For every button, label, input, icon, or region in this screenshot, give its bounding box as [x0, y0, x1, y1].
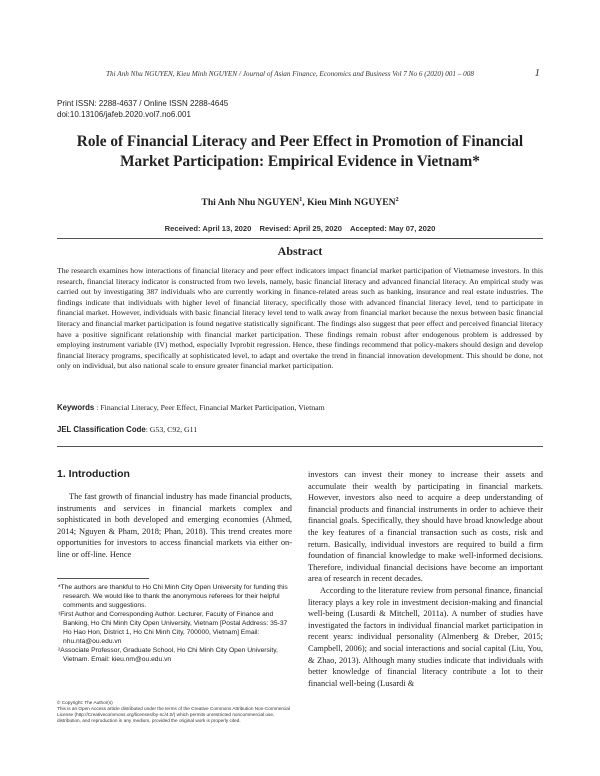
author-2-affiliation: 2 — [395, 197, 399, 203]
footnote-divider — [57, 578, 149, 579]
keywords-line — [57, 403, 543, 412]
footnote-first-author: ¹First Author and Corresponding Author. Lecturer, Faculty of Finance and Banking, Ho Chi Minh City Open University, Vietnam [Postal Address: 35-37 Ho Hao Hon, District 1, Ho Chi Minh City, 700000, Vietnam] Email: nhu.nta@ou.edu.vn — [58, 611, 288, 645]
keywords-text: : Financial Literacy, Peer Effect, Financial Market Participation, Vietnam — [94, 403, 325, 412]
author-line — [60, 197, 540, 208]
jel-text: : G53, C92, G11 — [145, 425, 198, 434]
copyright-line: © Copyright: The Author(s) — [57, 700, 113, 705]
paper-title — [60, 132, 540, 172]
title-line-2: Market Participation: Empirical Evidence in Vietnam* — [120, 153, 480, 170]
bottom-divider — [57, 446, 543, 447]
running-header: Thi Anh Nhu NGUYEN, Kieu Minh NGUYEN / Journal of Asian Finance, Economics and Business Vol 7 No 6 (2020) 001 – 008 — [106, 70, 474, 78]
intro-right-paragraph-1: investors can invest their money to increase their assets and accumulate their wealth by participating in financial markets. However, investors also need to acquire a deep understanding of financial products and financial instruments in order to achieve their financial goals. Specifically, they should have broad knowledge about the key features of a financial transaction such as costs, risk and return. Basically, individual investors are required to build a firm foundation of financial knowledge to make well-informed decisions. Therefore, individual financial decisions have become an important area of research in recent decades. — [308, 470, 543, 584]
title-line-1: Role of Financial Literacy and Peer Effect in Promotion of Financial — [76, 133, 524, 150]
footnote-acknowledgement: *The authors are thankful to Ho Chi Minh City Open University for funding this research. We would like to thank the anonymous referees for their helpful comments and suggestions. — [58, 584, 288, 609]
issn-line: Print ISSN: 2288-4637 / Online ISSN 2288-4645 — [57, 99, 229, 108]
received-date: Received: April 13, 2020 — [164, 224, 252, 233]
section-heading: 1. Introduction — [57, 468, 130, 480]
abstract-body: The research examines how interactions of financial literacy and peer effect indicators impact financial market participation of Vietnamese investors. In this research, financial literacy indicator is constructed from two levels, namely, basic financial literacy and advanced financial literacy. An empirical study was carried out by investigating 387 individuals who are currently working in finance-related areas such as banking, insurance and real estate industries. The findings indicate that individuals with higher level of financial literacy, specifically those with advanced financial literacy level, tend to participate in financial market. However, individuals with basic financial literacy level tend to walk away from financial market because the nexus between basic financial literacy and financial market participation is found negative statistically significant. The findings also suggest that peer effect and perceived financial literacy have a positive significant relationship with financial market participation. These findings remain robust after endogenous problem is addressed by employing instrument variable (IV) method, especially Ivprobit regression. Hence, these findings recommend that policy-makers should design and develop financial literacy programs, specifically at sophisticated level, to adapt and overtake the trend in financial innovation development. This should be done, not only on individual, but also national scale to ensure greater financial market participation. — [57, 266, 543, 371]
submission-dates — [60, 224, 540, 233]
jel-line — [57, 425, 543, 434]
abstract-heading: Abstract — [277, 244, 323, 258]
intro-right-paragraph-2: According to the literature review from personal finance, financial literacy plays a key role in investment decision-making and financial well-being (Lusardi & Mitchell, 2011a). A number of studies have investigated the factors in individual financial market participation in recent years: individual personality (Almenberg & Dreber, 2015; Campbell, 2006); and social interactions and social capital (Liu, You, & Zhao, 2013). Although many studies indicate that individuals with better knowledge of financial literacy contribute a lot to their financial well-being (Lusardi & — [308, 585, 543, 688]
copyright-notice — [57, 700, 292, 724]
doi-line: doi:10.13106/jafeb.2020.vol7.no6.001 — [57, 110, 191, 119]
intro-left-paragraph: The fast growth of financial industry has made financial products, instruments and services in financial markets complex and sophisticated in both developed and emerging economies (Ahmed, 2014; Nguyen & Pham, 2018; Phan, 2018). This trend creates more opportunities for investors to access financial markets via either on-line or off-line. Hence — [57, 492, 292, 559]
footnote-second-author: ²Associate Professor, Graduate School, Ho Chi Minh City Open University, Vietnam. Email: kieu.nm@ou.edu.vn — [58, 647, 278, 663]
intro-right-column — [308, 469, 543, 689]
author-1: Thi Anh Nhu NGUYEN — [201, 197, 300, 209]
author-1-affiliation: 1 — [299, 197, 303, 203]
author-2: Kieu Minh NGUYEN — [307, 197, 396, 209]
footnotes — [57, 583, 292, 664]
license-text: This is an Open Access article distributed under the terms of the Creative Commons Attribution Non-Commercial License (http://Creativecommons.org/licenses/by-nc/4.0/) which permits unrestricted noncommercial use, distribution, and reproduction in any medium, provided the original work is properly cited. — [57, 706, 290, 723]
page-number: 1 — [534, 67, 540, 79]
revised-date: Revised: April 25, 2020 — [259, 224, 342, 233]
journal-identifiers — [57, 98, 228, 120]
author-separator: , — [302, 197, 308, 209]
top-divider — [57, 238, 543, 239]
keywords-label: Keywords — [57, 403, 95, 412]
jel-label: JEL Classification Code — [57, 425, 146, 434]
accepted-date: Accepted: May 07, 2020 — [350, 224, 436, 233]
